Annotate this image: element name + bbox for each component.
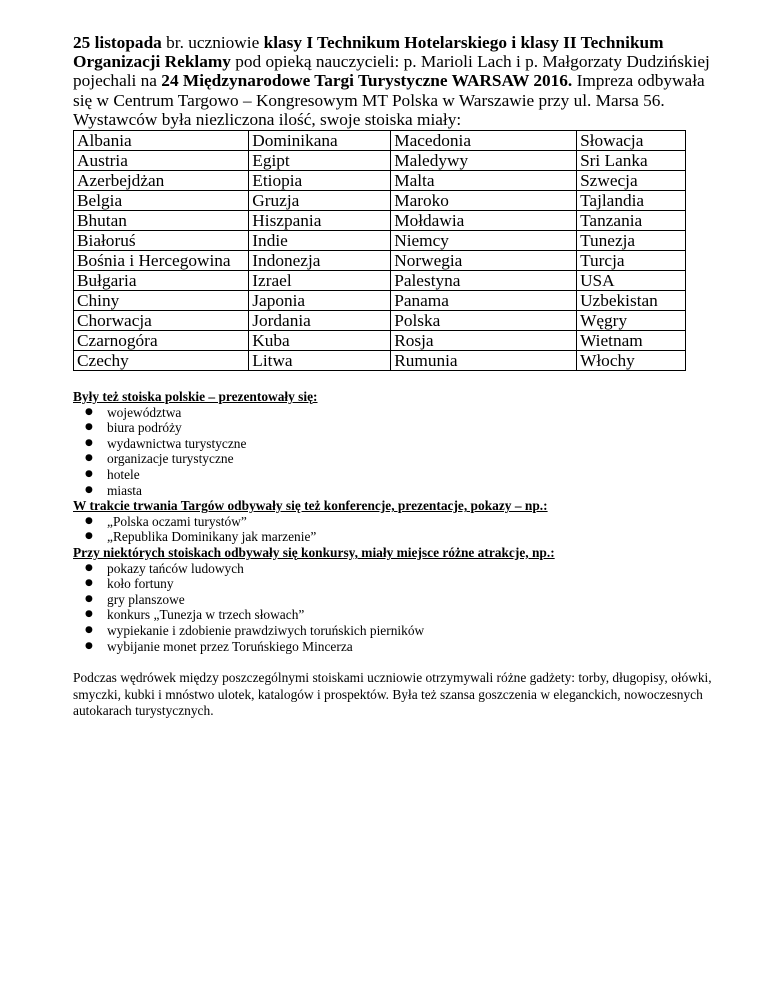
table-row <box>74 211 686 231</box>
intro-date: 25 listopada <box>73 33 162 52</box>
table-row <box>74 151 686 171</box>
table-cell: Tanzania <box>577 211 686 231</box>
table-row <box>74 251 686 271</box>
list-item: ● wybijanie monet przez Toruńskiego Mincerza <box>85 639 713 655</box>
table-row <box>74 271 686 291</box>
table-cell: Rumunia <box>391 351 577 371</box>
table-cell: Hiszpania <box>249 211 391 231</box>
bullet-list <box>73 405 713 499</box>
document-page <box>73 33 713 733</box>
table-cell: Włochy <box>577 351 686 371</box>
section-heading: W trakcie trwania Targów odbywały się też konferencje, prezentacje, pokazy – np.: <box>73 498 548 514</box>
table-cell: Maroko <box>391 191 577 211</box>
table-cell: Szwecja <box>577 171 686 191</box>
table-cell: Malta <box>391 171 577 191</box>
table-cell: Japonia <box>249 291 391 311</box>
list-item: ● hotele <box>85 467 713 483</box>
list-item: ● biura podróży <box>85 420 713 436</box>
table-row <box>74 191 686 211</box>
table-cell: Uzbekistan <box>577 291 686 311</box>
intro-text-3: Impreza odbywała się w Centrum Targowo – Kongresowym MT Polska w Warszawie przy ul. Marsa 56. Wystawców była niezliczona ilość, swoje stoiska miały: <box>73 71 705 129</box>
table-cell: Chiny <box>74 291 249 311</box>
list-item: ● organizacje turystyczne <box>85 451 713 467</box>
bullet-list <box>73 561 713 655</box>
table-cell: Sri Lanka <box>577 151 686 171</box>
table-row <box>74 351 686 371</box>
table-cell: Austria <box>74 151 249 171</box>
countries-table-body <box>74 131 686 371</box>
table-cell: Egipt <box>249 151 391 171</box>
table-cell: Bułgaria <box>74 271 249 291</box>
table-cell: Czechy <box>74 351 249 371</box>
list-item: ● wydawnictwa turystyczne <box>85 436 713 452</box>
table-cell: Palestyna <box>391 271 577 291</box>
table-row <box>74 131 686 151</box>
table-row <box>74 311 686 331</box>
section-heading: Przy niektórych stoiskach odbywały się konkursy, miały miejsce różne atrakcje, np.: <box>73 544 555 560</box>
table-row <box>74 171 686 191</box>
table-cell: Tunezja <box>577 231 686 251</box>
table-cell: Belgia <box>74 191 249 211</box>
intro-text-1: br. uczniowie <box>161 33 264 52</box>
closing-paragraph: Podczas wędrówek między poszczególnymi stoiskami uczniowie otrzymywali różne gadżety: torby, długopisy, ołówki, smyczki, kubki i mnóstwo ulotek, katalogów i prospektów. Była też szansa goszczenia w eleganckich, nowoczesnych autokarach turystycznych. <box>73 670 712 719</box>
table-cell: Turcja <box>577 251 686 271</box>
countries-table <box>73 130 686 371</box>
section-heading: Były też stoiska polskie – prezentowały się: <box>73 389 318 405</box>
table-cell: Tajlandia <box>577 191 686 211</box>
list-item: ● miasta <box>85 483 713 499</box>
list-item: ● „Polska oczami turystów” <box>85 514 713 530</box>
table-cell: Dominikana <box>249 131 391 151</box>
table-cell: Kuba <box>249 331 391 351</box>
sections-container <box>73 389 713 654</box>
table-cell: Albania <box>74 131 249 151</box>
table-cell: Węgry <box>577 311 686 331</box>
table-cell: Maledywy <box>391 151 577 171</box>
list-item: ● „Republika Dominikany jak marzenie” <box>85 529 713 545</box>
table-cell: Gruzja <box>249 191 391 211</box>
table-cell: Rosja <box>391 331 577 351</box>
bullet-list <box>73 514 713 545</box>
table-cell: Polska <box>391 311 577 331</box>
table-cell: Indonezja <box>249 251 391 271</box>
list-item: ● koło fortuny <box>85 576 713 592</box>
table-cell: Czarnogóra <box>74 331 249 351</box>
list-item: ● konkurs „Tunezja w trzech słowach” <box>85 607 713 623</box>
table-cell: Izrael <box>249 271 391 291</box>
intro-text-2: pod opieką nauczycieli: p. Marioli Lach i p. Małgorzaty Dudzińskiej pojechali na <box>73 52 710 91</box>
table-cell: Indie <box>249 231 391 251</box>
table-cell: Bośnia i Hercegowina <box>74 251 249 271</box>
list-item: ● wypiekanie i zdobienie prawdziwych toruńskich pierników <box>85 623 713 639</box>
table-cell: Jordania <box>249 311 391 331</box>
table-cell: Słowacja <box>577 131 686 151</box>
table-cell: Litwa <box>249 351 391 371</box>
list-item: ● gry planszowe <box>85 592 713 608</box>
intro-fair-name: 24 Międzynarodowe Targi Turystyczne WARSAW 2016. <box>161 71 573 91</box>
intro-classes: klasy I Technikum Hotelarskiego i klasy II Technikum Organizacji Reklamy <box>73 33 664 72</box>
table-cell: Panama <box>391 291 577 311</box>
table-row <box>74 231 686 251</box>
table-cell: Mołdawia <box>391 211 577 231</box>
table-cell: Białoruś <box>74 231 249 251</box>
list-item: ● województwa <box>85 405 713 421</box>
table-cell: Etiopia <box>249 171 391 191</box>
table-cell: Bhutan <box>74 211 249 231</box>
table-cell: Azerbejdżan <box>74 171 249 191</box>
list-item: ● pokazy tańców ludowych <box>85 561 713 577</box>
table-cell: Macedonia <box>391 131 577 151</box>
table-cell: Wietnam <box>577 331 686 351</box>
table-cell: Chorwacja <box>74 311 249 331</box>
table-cell: USA <box>577 271 686 291</box>
table-cell: Niemcy <box>391 231 577 251</box>
table-row <box>74 331 686 351</box>
table-row <box>74 291 686 311</box>
table-cell: Norwegia <box>391 251 577 271</box>
intro-paragraph <box>73 33 713 129</box>
